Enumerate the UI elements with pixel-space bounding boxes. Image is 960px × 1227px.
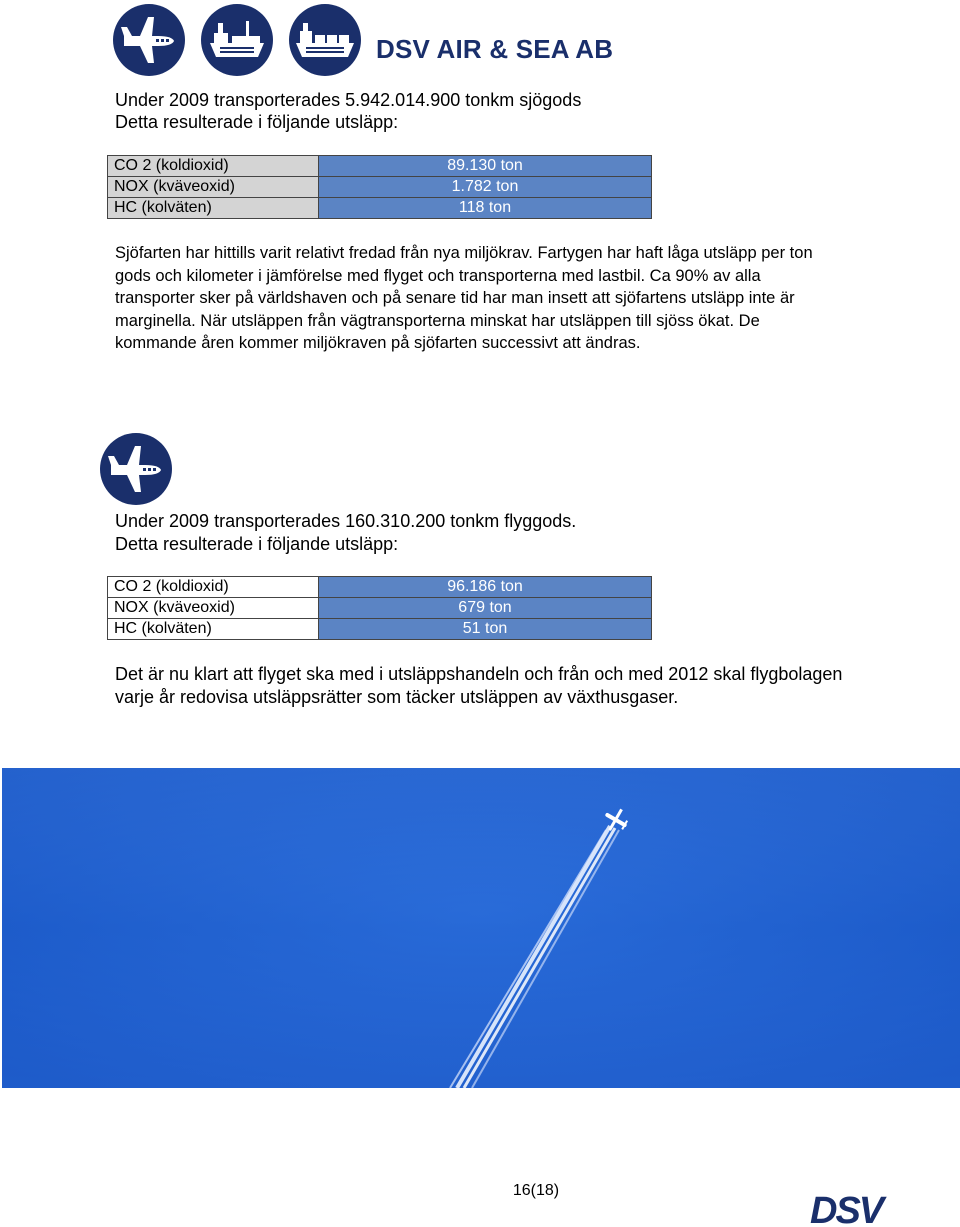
- table-row: [108, 198, 652, 219]
- air-paragraph: Det är nu klart att flyget ska med i utsläppshandeln och från och med 2012 skal flygbolagen varje år redovisa utsläppsrätter som täcker utsläppen av växthusgaser.: [115, 664, 843, 707]
- table-row: [108, 156, 652, 177]
- air-emissions-table: [107, 576, 652, 640]
- sky-photo: [2, 768, 960, 1088]
- emission-value: 51 ton: [319, 619, 652, 640]
- ship-icon: [200, 3, 274, 77]
- air-volume-line: Under 2009 transporterades 160.310.200 tonkm flyggods.: [115, 511, 577, 531]
- table-row: [108, 577, 652, 598]
- cargo-ship-icon: [288, 3, 362, 77]
- air-intro-line: Detta resulterade i följande utsläpp:: [115, 534, 399, 554]
- sea-volume-line: Under 2009 transporterades 5.942.014.900 tonkm sjögods: [115, 90, 582, 110]
- svg-text:DSV: DSV: [810, 1190, 883, 1226]
- airplane-icon: [112, 3, 186, 77]
- sea-emissions-table: [107, 155, 652, 219]
- table-row: [108, 598, 652, 619]
- contrail-image: [2, 768, 960, 1088]
- company-title: DSV AIR & SEA AB: [376, 34, 614, 64]
- airplane-icon: [99, 432, 173, 506]
- emission-value: 89.130 ton: [319, 156, 652, 177]
- emission-label: HC (kolväten): [108, 198, 319, 219]
- emission-label: NOX (kväveoxid): [108, 177, 319, 198]
- dsv-logo: [808, 1190, 914, 1226]
- emission-label: CO 2 (koldioxid): [108, 577, 319, 598]
- emission-label: CO 2 (koldioxid): [108, 156, 319, 177]
- emission-value: 118 ton: [319, 198, 652, 219]
- emission-label: HC (kolväten): [108, 619, 319, 640]
- page-number: 16(18): [512, 1182, 560, 1199]
- emission-value: 96.186 ton: [319, 577, 652, 598]
- emission-value: 1.782 ton: [319, 177, 652, 198]
- table-row: [108, 177, 652, 198]
- table-row: [108, 619, 652, 640]
- sea-paragraph: Sjöfarten har hittills varit relativt fredad från nya miljökrav. Fartygen har haft låga utsläpp per ton gods och kilometer i jämförelse med flyget och transporterna med lastbil. Ca 90% av alla transporter sker på världshaven och på senare tid har man insett att sjöfartens utsläpp inte är marginella. När utsläppen från vägtransporterna minskat har utsläppen till sjöss ökat. De kommande åren kommer miljökraven på sjöfarten successivt att ändras.: [115, 244, 813, 352]
- emission-label: NOX (kväveoxid): [108, 598, 319, 619]
- sea-intro-line: Detta resulterade i följande utsläpp:: [115, 112, 399, 132]
- emission-value: 679 ton: [319, 598, 652, 619]
